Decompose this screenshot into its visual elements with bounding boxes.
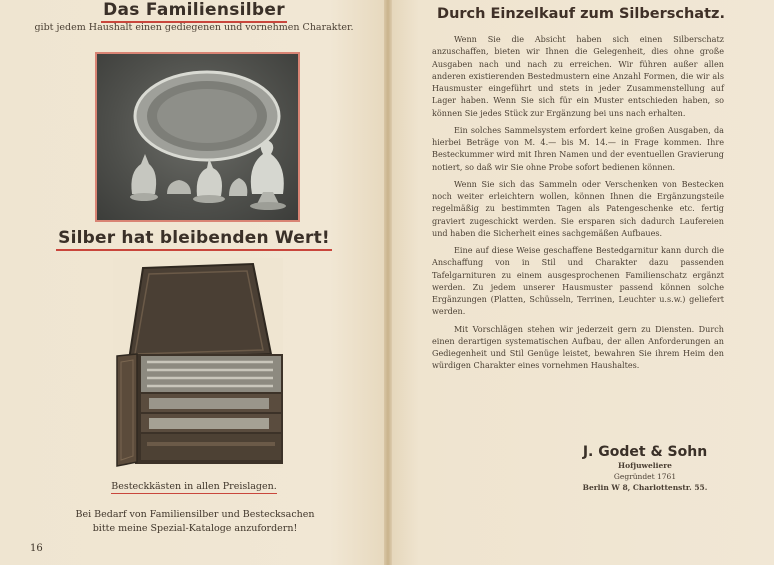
body-paragraph-5: Mit Vorschlägen stehen wir jederzeit gern zu Diensten. Durch einen derartigen systematischen Aufbau, der allen Anforderungen an Gediegenheit und Stil Genüge leistet, bewahren Sie ihrem Heim den würdigen Charakter eines vornehmen Haushaltes.: [432, 323, 724, 371]
right-page-body: [432, 33, 724, 377]
left-page-title: [0, 0, 388, 23]
left-page-heading-text: Silber hat bleibenden Wert!: [56, 228, 332, 251]
left-page-footer: [60, 508, 330, 536]
firm-signature: [560, 444, 730, 493]
left-page-title-text: Das Familiensilber: [101, 0, 287, 23]
body-paragraph-2: Ein solches Sammelsystem erfordert keine großen Ausgaben, da hierbei Beträge von M. 4.— bis M. 14.— in Frage kommen. Ihre Besteckummer wird mit Ihren Namen und der eventuellen Gravierung notiert, so daß wir Sie ohne Probe sofort bedienen können.: [432, 124, 724, 172]
cutlery-chest-caption-text: Besteckkästen in allen Preislagen.: [111, 481, 277, 492]
firm-founded: Gegründet 1761: [613, 472, 677, 481]
footer-line-2: bitte meine Spezial-Kataloge anzufordern!: [92, 523, 298, 534]
body-paragraph-4: Eine auf diese Weise geschaffene Bestedgarnitur kann durch die Anschaffung von in Stil und Charakter dazu passenden Tafelgarnituren zu einem ausgesprochenen Familienschatz ergänzt werden. Zu jedem unserer Hausmuster passend können solche Ergänzungen (Platten, Schüsseln, Terrinen, Leuchter u.s.w.) geliefert werden.: [432, 245, 724, 317]
left-page-heading: [0, 228, 388, 251]
cutlery-chest-caption: [0, 481, 388, 492]
firm-address: Berlin W 8, Charlottenstr. 55.: [582, 483, 708, 492]
firm-name: J. Godet & Sohn: [582, 444, 708, 460]
body-paragraph-3: Wenn Sie sich das Sammeln oder Verschenken von Bestecken noch weiter erleichtern wollen, können Ihnen die Ergänzungsteile regelmäßig zu bestimmten Tagen als Patengeschenke etc. fertig graviert zugeschickt werden. Sie ersparen sich dadurch Laufereien und haben die Sicherheit eines sachgemäßen Aufbaues.: [432, 178, 724, 238]
page-number: 16: [30, 543, 43, 554]
left-page-subtitle: gibt jedem Haushalt einen gediegenen und vornehmen Charakter.: [34, 22, 354, 33]
cutlery-chest-photo: [113, 258, 283, 468]
right-page-title: Durch Einzelkauf zum Silberschatz.: [437, 6, 725, 22]
body-paragraph-1: Wenn Sie die Absicht haben sich einen Silberschatz anzuschaffen, bieten wir Ihnen die Gelegenheit, dies ohne große Ausgaben nach und nach zu erreichen. Wir führen außer allen anderen existierenden Bestedmustern eine Anzahl Formen, die wir als Hausmuster eingeführt und stets in jeder Zusammenstellung auf Lager haben. Wenn Sie sich für ein Muster entschieden haben, so können Sie jedes Stück zur Ergänzung bei uns nach erhalten.: [432, 34, 724, 118]
silver-tea-service-photo: [95, 52, 300, 222]
footer-line-1: Bei Bedarf von Familiensilber und Bestecksachen: [75, 509, 315, 520]
firm-role: Hofjuweliere: [618, 461, 672, 470]
